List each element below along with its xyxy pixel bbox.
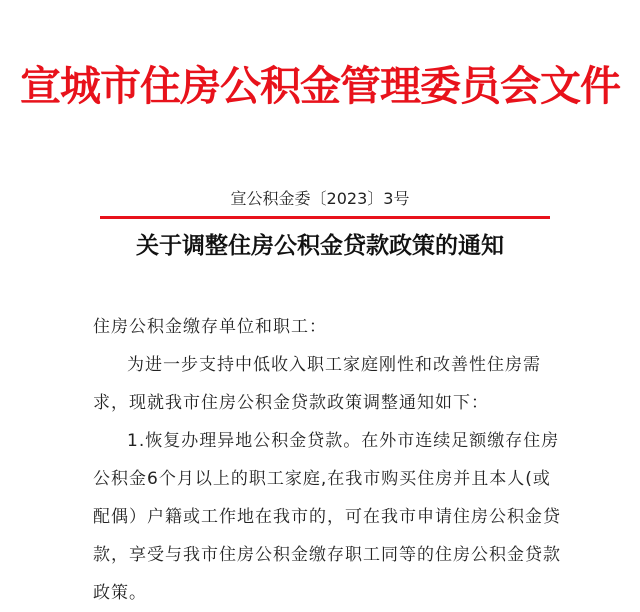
paragraph-intro (93, 346, 563, 422)
paragraph-item-1 (93, 422, 563, 612)
salutation (93, 308, 563, 346)
paragraph-line: 公积金6个月以上的职工家庭,在我市购买住房并且本人(或 (93, 469, 551, 489)
document-number: 宣公积金委〔2023〕3号 (230, 189, 410, 208)
paragraph-line: 为进一步支持中低收入职工家庭刚性和改善性住房需 (127, 355, 541, 375)
paragraph-line: 配偶）户籍或工作地在我市的，可在我市申请住房公积金贷 (93, 507, 561, 527)
paragraph-line: 求，现就我市住房公积金贷款政策调整通知如下： (93, 393, 489, 413)
salutation-line: 住房公积金缴存单位和职工： (93, 317, 327, 337)
paragraph-line: 政策。 (93, 583, 147, 603)
paragraph-line: 款，享受与我市住房公积金缴存职工同等的住房公积金贷款 (93, 545, 561, 565)
red-divider-line (100, 216, 550, 219)
notice-title: 关于调整住房公积金贷款政策的通知 (136, 233, 504, 259)
paragraph-line: 1.恢复办理异地公积金贷款。在外市连续足额缴存住房 (127, 431, 560, 451)
document-header-title: 宣城市住房公积金管理委员会文件 (20, 62, 620, 110)
